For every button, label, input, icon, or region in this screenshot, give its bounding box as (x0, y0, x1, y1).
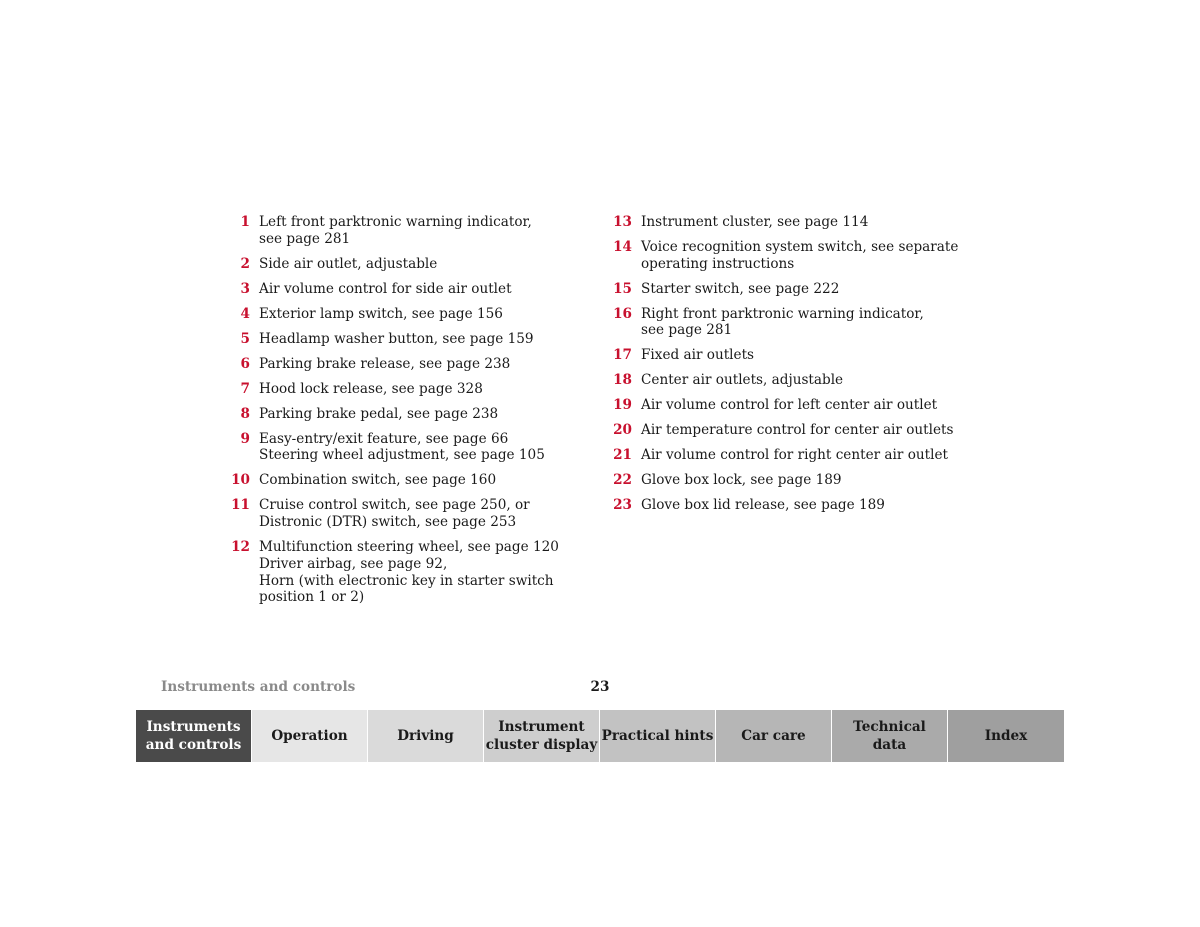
item-number: 4 (240, 305, 250, 322)
item-text: Cruise control switch, see page 250, or Distronic (DTR) switch, see page 253 (259, 497, 530, 531)
legend-item (228, 497, 568, 530)
item-number: 23 (613, 497, 632, 514)
legend-item (610, 497, 970, 514)
legend-item (610, 306, 970, 339)
item-number: 18 (613, 372, 632, 389)
item-text: Air temperature control for center air outlets (641, 422, 954, 439)
item-number: 5 (240, 330, 250, 347)
tab-index[interactable]: Index (948, 710, 1064, 762)
legend-item (228, 381, 568, 398)
item-number: 1 (240, 214, 250, 230)
item-number: 21 (613, 447, 632, 464)
legend-item (228, 331, 568, 348)
legend-item (228, 214, 568, 247)
item-number: 12 (231, 539, 250, 556)
item-number: 15 (613, 280, 632, 297)
item-text: Air volume control for side air outlet (259, 280, 512, 297)
item-number: 10 (231, 472, 250, 489)
item-number: 20 (613, 422, 632, 439)
item-text: Glove box lid release, see page 189 (641, 497, 885, 514)
item-text: Hood lock release, see page 328 (259, 380, 483, 397)
legend-item (228, 472, 568, 489)
item-text: Air volume control for right center air outlet (641, 447, 948, 464)
legend-right-column (610, 214, 970, 522)
legend-item (610, 422, 970, 439)
item-number: 17 (613, 347, 632, 364)
tab-technical-data[interactable]: Technical data (832, 710, 948, 762)
legend-item (610, 214, 970, 231)
item-text: Headlamp washer button, see page 159 (259, 330, 534, 347)
tab-operation[interactable]: Operation (252, 710, 368, 762)
legend-item (228, 431, 568, 464)
item-number: 9 (240, 430, 250, 447)
item-text: Parking brake pedal, see page 238 (259, 405, 499, 422)
tab-instruments-and-controls[interactable]: Instruments and controls (136, 710, 252, 762)
item-text: Voice recognition system switch, see separate operating instructions (641, 239, 959, 272)
item-text: Exterior lamp switch, see page 156 (259, 305, 503, 322)
legend-item (610, 281, 970, 298)
legend-item (228, 281, 568, 298)
legend-item (610, 397, 970, 414)
item-text: Air volume control for left center air outlet (641, 397, 938, 414)
item-text: Glove box lock, see page 189 (641, 472, 842, 489)
tab-driving[interactable]: Driving (368, 710, 484, 762)
tab-car-care[interactable]: Car care (716, 710, 832, 762)
chapter-nav (136, 710, 1064, 762)
item-text: Center air outlets, adjustable (641, 372, 844, 389)
item-text: Right front parktronic warning indicator, see page 281 (641, 305, 924, 339)
legend-item (228, 256, 568, 273)
item-text: Left front parktronic warning indicator, see page 281 (259, 214, 532, 247)
item-text: Parking brake release, see page 238 (259, 355, 511, 372)
legend-item (228, 356, 568, 373)
item-number: 16 (613, 305, 632, 322)
item-number: 14 (613, 239, 632, 255)
tab-practical-hints[interactable]: Practical hints (600, 710, 716, 762)
legend-item (610, 447, 970, 464)
item-text: Instrument cluster, see page 114 (641, 214, 869, 230)
legend-left-column (228, 214, 568, 614)
item-number: 13 (613, 214, 632, 230)
legend-item (610, 472, 970, 489)
item-text: Easy-entry/exit feature, see page 66 Steering wheel adjustment, see page 105 (259, 430, 545, 464)
item-number: 22 (613, 472, 632, 489)
item-number: 11 (231, 497, 250, 514)
legend-item (610, 347, 970, 364)
legend-item (610, 372, 970, 389)
tab-instrument-cluster-display[interactable]: Instrument cluster display (484, 710, 600, 762)
item-number: 7 (240, 380, 250, 397)
item-number: 2 (240, 255, 250, 272)
page-number: 23 (590, 679, 610, 695)
item-text: Combination switch, see page 160 (259, 472, 497, 489)
item-text: Multifunction steering wheel, see page 120 Driver airbag, see page 92, Horn (with electronic key in starter switch position 1 or 2) (259, 539, 559, 606)
item-number: 3 (240, 280, 250, 297)
item-text: Starter switch, see page 222 (641, 280, 840, 297)
item-number: 19 (613, 397, 632, 414)
section-label: Instruments and controls (161, 679, 356, 695)
legend-item (228, 406, 568, 423)
legend-item (610, 239, 970, 272)
item-text: Side air outlet, adjustable (259, 255, 438, 272)
item-number: 8 (240, 405, 250, 422)
legend-item (228, 306, 568, 323)
legend-item (228, 539, 568, 606)
item-number: 6 (240, 355, 250, 372)
item-text: Fixed air outlets (641, 347, 755, 364)
